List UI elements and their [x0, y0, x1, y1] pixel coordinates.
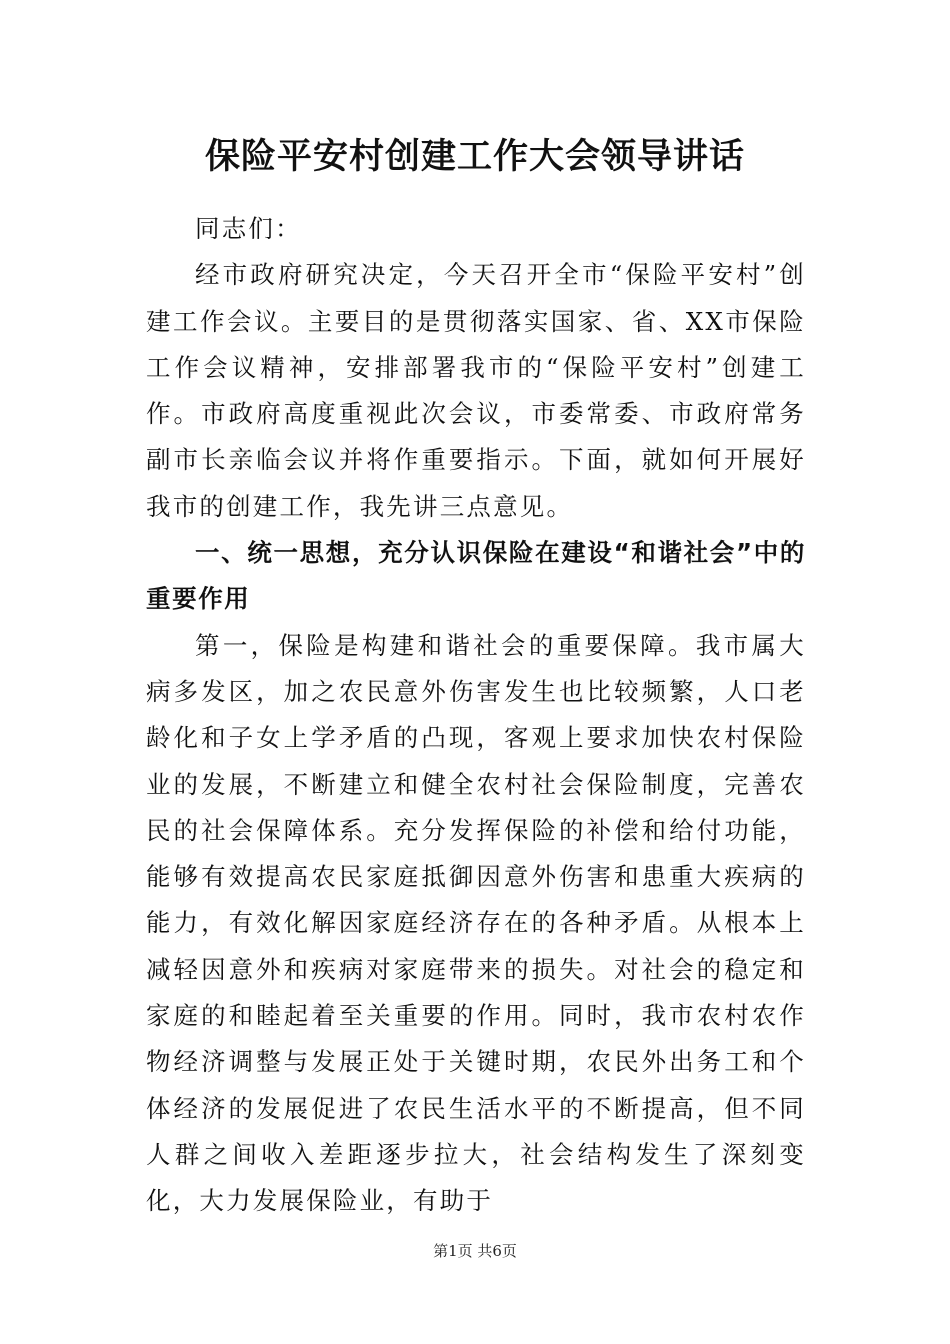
document-body — [146, 206, 806, 1225]
page-number-footer: 第1页 共6页 — [433, 1242, 517, 1260]
section-heading-1: 一、统一思想，充分认识保险在建设“和谐社会”中的重要作用 — [146, 538, 806, 614]
paragraph-intro: 经市政府研究决定，今天召开全市“保险平安村”创建工作会议。主要目的是贯彻落实国家、省、XX市保险工作会议精神，安排部署我市的“保险平安村”创建工作。市政府高度重视此次会议，市委常委、市政府常务副市长亲临会议并将作重要指示。下面，就如何开展好我市的创建工作，我先讲三点意见。 — [146, 260, 806, 521]
document-title: 保险平安村创建工作大会领导讲话 — [204, 136, 745, 177]
salutation: 同志们： — [195, 214, 302, 243]
paragraph-point-1: 第一，保险是构建和谐社会的重要保障。我市属大病多发区，加之农民意外伤害发生也比较频繁，人口老龄化和子女上学矛盾的凸现，客观上要求加快农村保险业的发展，不断建立和健全农村社会保险制度，完善农民的社会保障体系。充分发挥保险的补偿和给付功能，能够有效提高农民家庭抵御因意外伤害和患重大疾病的能力，有效化解因家庭经济存在的各种矛盾。从根本上减轻因意外和疾病对家庭带来的损失。对社会的稳定和家庭的和睦起着至关重要的作用。同时，我市农村农作物经济调整与发展正处于关键时期，农民外出务工和个体经济的发展促进了农民生活水平的不断提高，但不同人群之间收入差距逐步拉大，社会结构发生了深刻变化，大力发展保险业，有助于 — [146, 630, 806, 1216]
